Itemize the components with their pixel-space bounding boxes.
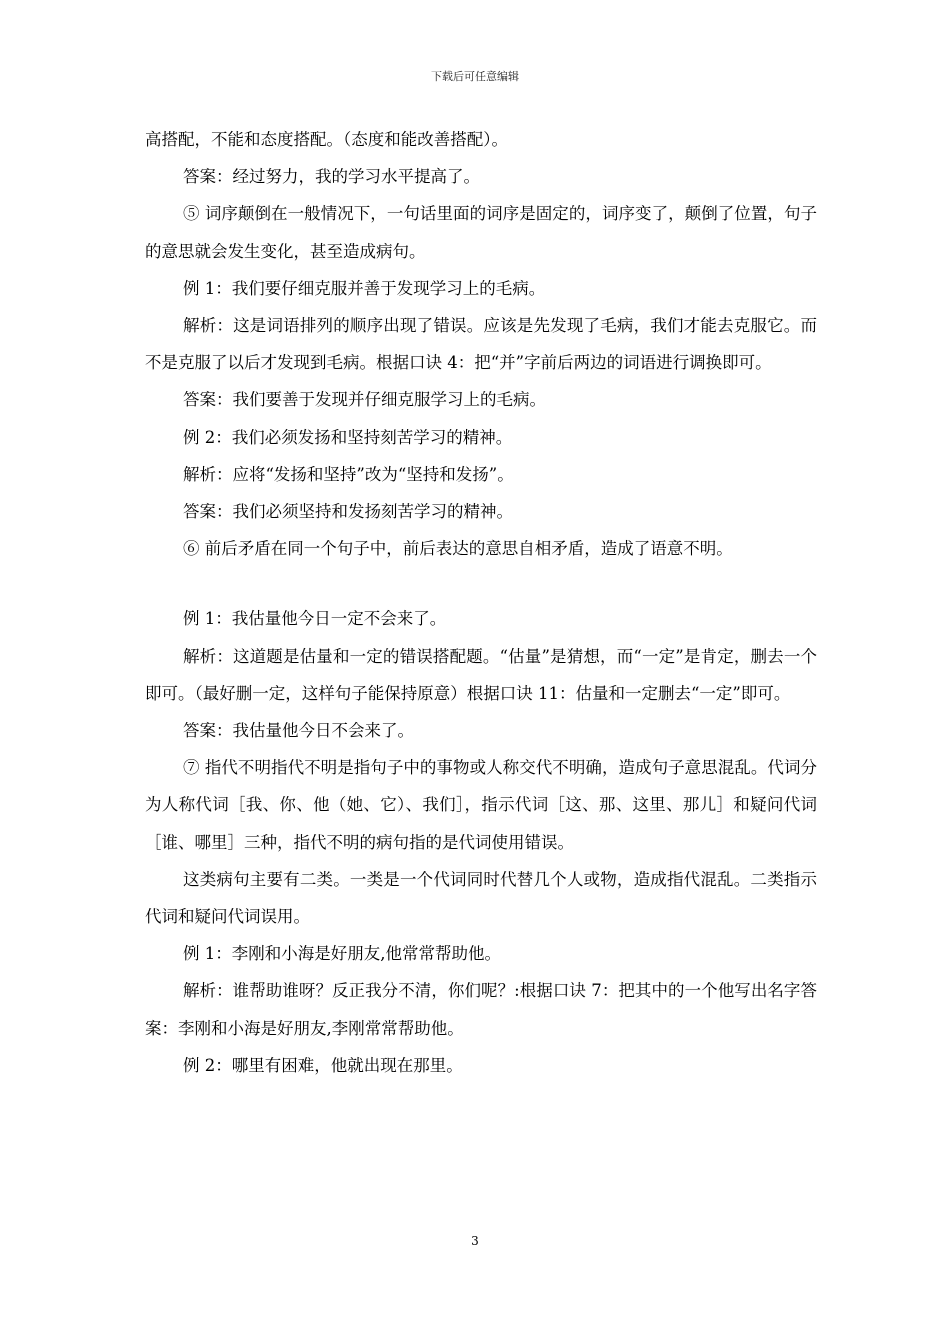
section-heading-paragraph: ⑥ 前后矛盾在同一个句子中，前后表达的意思自相矛盾，造成了语意不明。: [183, 539, 733, 559]
paragraph: 这类病句主要有二类。一类是一个代词同时代替几个人或物，造成指代混乱。二类指示代词和疑问代词误用。: [145, 869, 817, 927]
section-heading-paragraph: ⑤ 词序颠倒在一般情况下，一句话里面的词序是固定的，词序变了，颠倒了位置，句子的意思就会发生变化，甚至造成病句。: [145, 204, 817, 261]
example-paragraph: 例 1：李刚和小海是好朋友,他常常帮助他。: [183, 944, 501, 964]
analysis-paragraph: 解析：这是词语排列的顺序出现了错误。应该是先发现了毛病，我们才能去克服它。而不是克服了以后才发现到毛病。根据口诀 4：把“并”字前后两边的词语进行调换即可。: [145, 316, 817, 373]
example-paragraph: 例 2：哪里有困难，他就出现在那里。: [183, 1055, 463, 1075]
analysis-paragraph: 解析：谁帮助谁呀？反正我分不清，你们呢？:根据口诀 7：把其中的一个他写出名字答案：李刚和小海是好朋友,李刚常常帮助他。: [145, 981, 817, 1038]
blank-line: [145, 567, 817, 600]
example-paragraph: 例 1：我们要仔细克服并善于发现学习上的毛病。: [183, 278, 546, 298]
answer-paragraph: 答案：我们必须坚持和发扬刻苦学习的精神。: [183, 502, 513, 522]
example-paragraph: 例 1：我估量他今日一定不会来了。: [183, 609, 447, 629]
page-header: 下载后可任意编辑: [431, 70, 519, 83]
paragraph: 高搭配，不能和态度搭配。（态度和能改善搭配）。: [145, 130, 508, 149]
example-paragraph: 例 2：我们必须发扬和坚持刻苦学习的精神。: [183, 427, 513, 447]
section-heading-paragraph: ⑦ 指代不明指代不明是指句子中的事物或人称交代不明确，造成句子意思混乱。代词分为人称代词［我、你、他（她、它）、我们］，指示代词［这、那、这里、那儿］和疑问代词［谁、哪里］三种，指代不明的病句指的是代词使用错误。: [145, 758, 817, 852]
page-number: 3: [471, 1234, 479, 1248]
analysis-paragraph: 解析：应将“发扬和坚持”改为“坚持和发扬”。: [183, 464, 514, 484]
analysis-paragraph: 解析：这道题是估量和一定的错误搭配题。“估量”是猜想，而“一定”是肯定，删去一个即可。（最好删一定，这样句子能保持原意）根据口诀 11：估量和一定删去“一定”即可。: [145, 646, 817, 703]
answer-paragraph: 答案：我估量他今日不会来了。: [183, 721, 414, 741]
answer-paragraph: 答案：我们要善于发现并仔细克服学习上的毛病。: [183, 390, 546, 410]
document-body: [145, 121, 817, 1084]
answer-paragraph: 答案：经过努力，我的学习水平提高了。: [183, 167, 480, 187]
